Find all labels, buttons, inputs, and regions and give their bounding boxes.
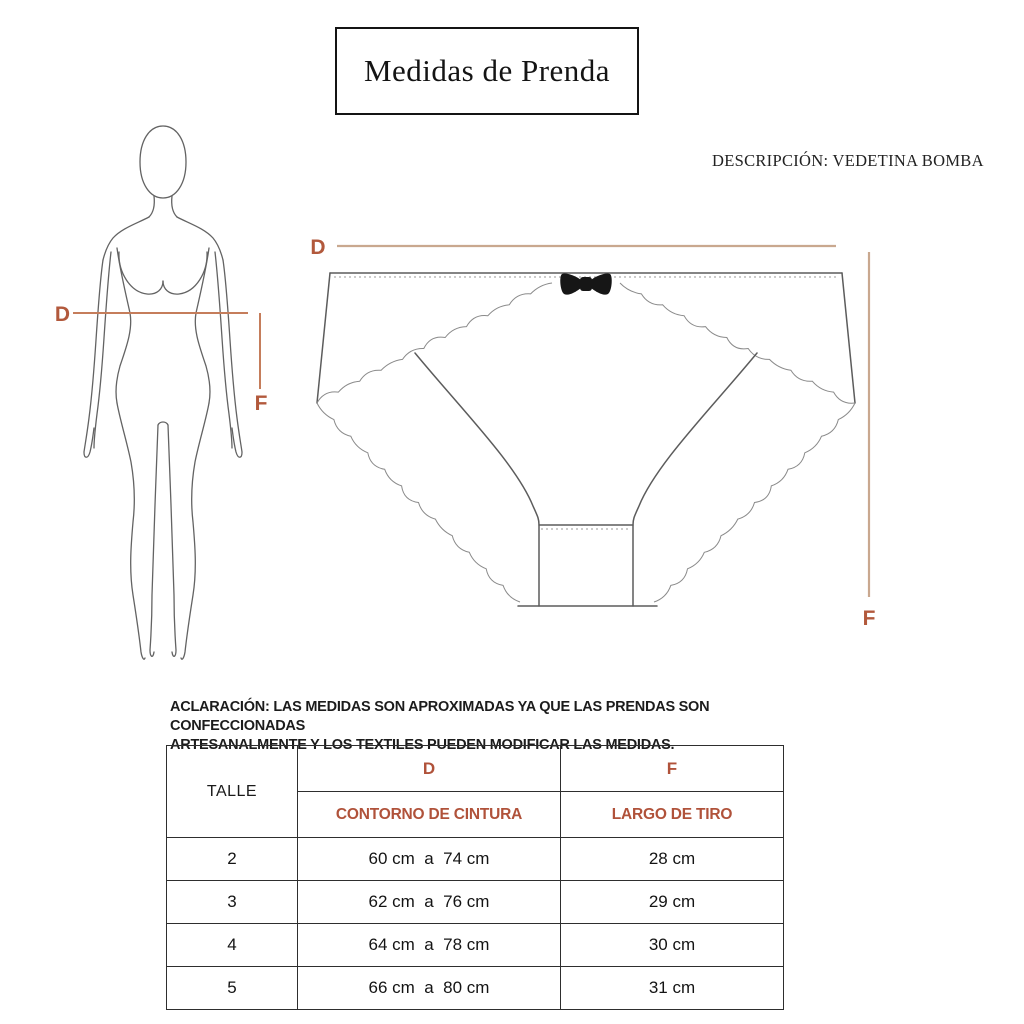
garment-rise-label: F — [862, 607, 876, 630]
waist-cell: 66 cm a 80 cm — [298, 967, 561, 1010]
garment-waist-dimension — [310, 236, 836, 259]
size-table — [166, 745, 784, 1010]
rise-cell: 28 cm — [561, 838, 784, 881]
ruffle-edge — [317, 283, 552, 403]
col-d-letter: D — [298, 746, 561, 792]
figure-head — [140, 126, 186, 198]
garment-description: DESCRIPCIÓN: VEDETINA BOMBA — [712, 151, 984, 170]
col-f-letter: F — [561, 746, 784, 792]
ruffle-edge — [654, 403, 855, 602]
waist-cell: 62 cm a 76 cm — [298, 881, 561, 924]
leg-opening-left — [415, 353, 539, 606]
garment-rise-dimension — [863, 252, 876, 630]
rise-cell: 29 cm — [561, 881, 784, 924]
size-cell: 3 — [167, 881, 298, 924]
body-rise-label: F — [254, 392, 268, 415]
waist-cell: 64 cm a 78 cm — [298, 924, 561, 967]
body-waist-dimension — [55, 303, 248, 326]
disclaimer-line-2: ARTESANALMENTE Y LOS TEXTILES PUEDEN MODIFICAR LAS MEDIDAS. — [170, 737, 675, 753]
table-row — [167, 881, 784, 924]
body-waist-label: D — [54, 303, 70, 326]
table-row — [167, 924, 784, 967]
col-d-name: CONTORNO DE CINTURA — [298, 792, 561, 838]
rise-cell: 30 cm — [561, 924, 784, 967]
page-title: Medidas de Prenda — [363, 53, 611, 88]
size-cell: 5 — [167, 967, 298, 1010]
ruffle-edge — [317, 403, 520, 602]
table-row — [167, 967, 784, 1010]
garment-waist-label: D — [310, 236, 326, 259]
body-figure-illustration — [84, 126, 242, 659]
body-rise-dimension — [255, 313, 268, 415]
disclaimer-line-1: ACLARACIÓN: LAS MEDIDAS SON APROXIMADAS YA QUE LAS PRENDAS SON CONFECCIONADAS — [170, 699, 710, 734]
garment-drawing — [317, 273, 855, 606]
col-f-name: LARGO DE TIRO — [561, 792, 784, 838]
table-row — [167, 838, 784, 881]
waist-cell: 60 cm a 74 cm — [298, 838, 561, 881]
ruffle-edge — [620, 283, 855, 403]
size-cell: 2 — [167, 838, 298, 881]
size-column-header: TALLE — [167, 746, 298, 838]
rise-cell: 31 cm — [561, 967, 784, 1010]
table-header-row-letters — [167, 746, 784, 792]
leg-opening-right — [633, 353, 757, 606]
size-cell: 4 — [167, 924, 298, 967]
